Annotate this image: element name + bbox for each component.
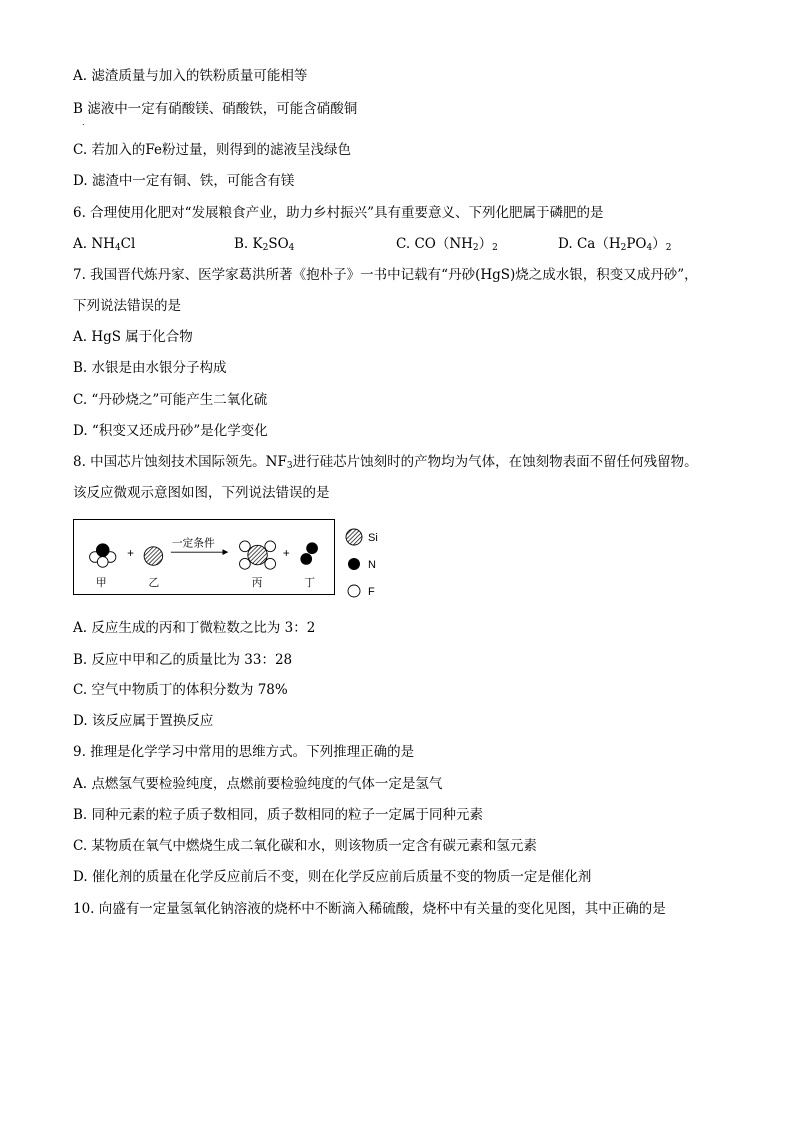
q7-option-c: C. “丹砂烧之”可能产生二氧化硫 bbox=[73, 392, 268, 408]
q6-stem: 6. 合理使用化肥对“发展粮食产业，助力乡村振兴”具有重要意义、下列化肥属于磷肥的是 bbox=[73, 205, 604, 221]
f-atom bbox=[265, 541, 276, 552]
reaction-arrowhead bbox=[223, 549, 229, 555]
legend-n-swatch bbox=[348, 558, 360, 570]
reaction-diagram bbox=[73, 519, 335, 595]
q5-option-d: D. 滤渣中一定有铜、铁，可能含有镁 bbox=[73, 173, 295, 189]
q7-option-b: B. 水银是由水银分子构成 bbox=[73, 360, 227, 376]
stray-dot: . bbox=[82, 118, 85, 127]
q9-option-c: C. 某物质在氧气中燃烧生成二氧化碳和水，则该物质一定含有碳元素和氢元素 bbox=[73, 838, 537, 854]
molecule-jia bbox=[90, 544, 116, 567]
q8-option-c: C. 空气中物质丁的体积分数为 78% bbox=[73, 682, 288, 698]
q7-option-a: A. HgS 属于化合物 bbox=[73, 329, 193, 345]
f-atom bbox=[240, 558, 251, 569]
q7-stem-line-2: 下列说法错误的是 bbox=[73, 298, 181, 314]
q8-option-b: B. 反应中甲和乙的质量比为 33：28 bbox=[73, 652, 293, 668]
q5-option-c: C. 若加入的Fe粉过量，则得到的滤液呈浅绿色 bbox=[73, 142, 352, 158]
plus-sign-2: + bbox=[282, 547, 290, 560]
q9-option-b: B. 同种元素的粒子质子数相同，质子数相同的粒子一定属于同种元素 bbox=[73, 807, 484, 823]
label-yi: 乙 bbox=[148, 576, 160, 590]
q9-option-a: A. 点燃氢气要检验纯度，点燃前要检验纯度的气体一定是氢气 bbox=[73, 776, 443, 792]
si-atom bbox=[248, 545, 267, 564]
legend-n-label: N bbox=[368, 559, 376, 571]
q8-option-d: D. 该反应属于置换反应 bbox=[73, 713, 214, 729]
n-atom bbox=[96, 544, 109, 557]
label-ding: 丁 bbox=[304, 576, 315, 590]
label-jia: 甲 bbox=[95, 576, 107, 590]
f-atom bbox=[97, 557, 108, 568]
q6-option-a: A. $NH_4Cl$ bbox=[73, 236, 136, 253]
legend-si-swatch bbox=[346, 529, 362, 545]
q9-option-d: D. 催化剂的质量在化学反应前后不变，则在化学反应前后质量不变的物质一定是催化剂 bbox=[73, 869, 592, 885]
n-atom bbox=[306, 542, 318, 554]
q7-option-d: D. “积变又还成丹砂”是化学变化 bbox=[73, 423, 268, 439]
legend-si-label: Si bbox=[368, 532, 378, 544]
f-atom bbox=[265, 558, 276, 569]
q8-option-a: A. 反应生成的丙和丁微粒数之比为 3：2 bbox=[73, 620, 316, 636]
legend-f-label: F bbox=[368, 586, 375, 598]
q6-option-b: B. $K_2SO_4$ bbox=[234, 236, 295, 253]
reaction-condition: 一定条件 bbox=[171, 536, 215, 550]
q10-stem: 10. 向盛有一定量氢氧化钠溶液的烧杯中不断滴入稀硫酸，烧杯中有关量的变化见图，其中正确的是 bbox=[73, 901, 666, 917]
q6-option-d: D. $Ca(H_2PO_4)_2$ bbox=[558, 236, 672, 253]
n-atom bbox=[300, 553, 312, 565]
f-atom bbox=[240, 541, 251, 552]
label-bing: 丙 bbox=[251, 576, 263, 590]
atom-legend bbox=[344, 524, 394, 602]
q8-stem-line-1: 8. 中国芯片蚀刻技术国际领先。$NF_3$进行硅芯片蚀刻时的产物均为气体，在蚀刻物表面不留任何残留物。 bbox=[73, 454, 698, 471]
legend-f-swatch bbox=[348, 585, 360, 597]
q5-option-a: A. 滤渣质量与加入的铁粉质量可能相等 bbox=[73, 68, 308, 84]
molecule-bing bbox=[240, 541, 276, 569]
q9-stem: 9. 推理是化学学习中常用的思维方式。下列推理正确的是 bbox=[73, 744, 415, 760]
q8-stem-line-2: 该反应微观示意图如图，下列说法错误的是 bbox=[73, 485, 330, 501]
molecule-ding bbox=[300, 542, 318, 564]
plus-sign-1: + bbox=[127, 547, 134, 560]
q5-option-b: B 滤液中一定有硝酸镁、硝酸铁，可能含硝酸铜 bbox=[73, 101, 358, 117]
q7-stem-line-1: 7. 我国晋代炼丹家、医学家葛洪所著《抱朴子》一书中记载有“丹砂(HgS)烧之成水银，积变又成丹砂”， bbox=[73, 267, 698, 283]
q6-option-c: C. $CO(NH_2)_2$ bbox=[396, 236, 498, 253]
molecule-yi-si-atom bbox=[144, 547, 163, 566]
